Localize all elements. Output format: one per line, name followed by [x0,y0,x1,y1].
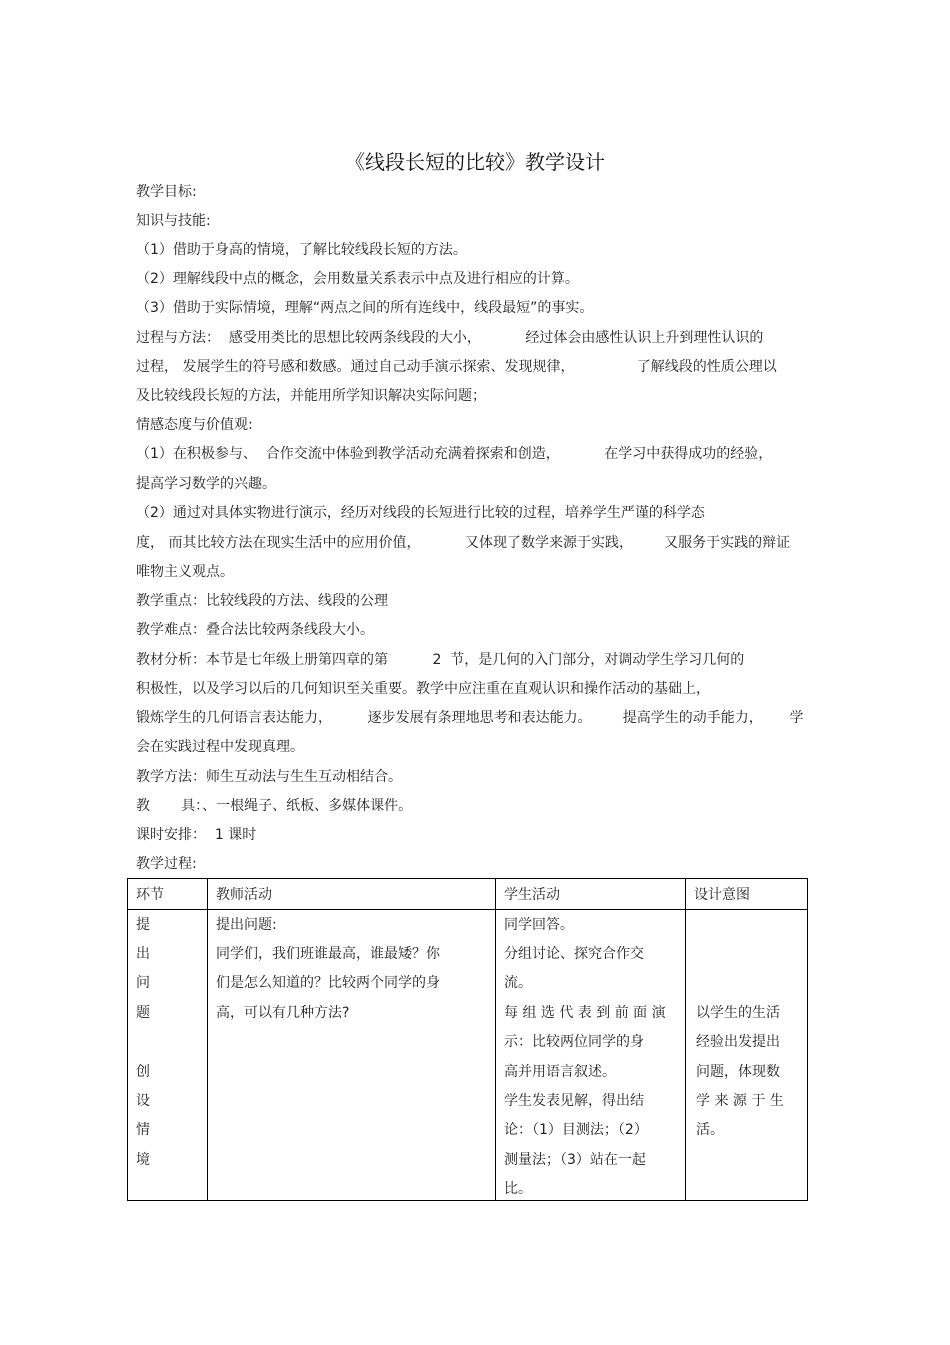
schedule-line: 课时安排： 1 课时 [136,827,257,843]
method-line: 教学方法：师生互动法与生生互动相结合。 [136,769,402,785]
subheading-knowledge: 知识与技能: [136,213,211,229]
paragraph-line: （2）理解线段中点的概念，会用数量关系表示中点及进行相应的计算。 [136,271,579,287]
paragraph-line: 教材分析：本节是七年级上册第四章的第 2 节，是几何的入门部分，对调动学生学习几何的 [136,652,745,668]
stage-char: 提 [136,917,150,933]
student-line: 论：（1）目测法；（2） [504,1122,648,1138]
stage-cell [128,910,208,1201]
paragraph-line: 及比较线段长短的方法，并能用所学知识解决实际问题； [136,388,486,404]
intent-cell [686,910,808,1201]
header-student: 学生活动 [496,879,686,910]
table-header-row [128,879,808,910]
student-line: 每 组 选 代 表 到 前 面 演 [504,1005,666,1021]
student-line: 高并用语言叙述。 [504,1064,616,1080]
paragraph-line: 唯物主义观点。 [136,564,234,580]
stage-char: 创 [136,1064,150,1080]
student-line: 测量法；（3）站在一起 [504,1152,646,1168]
paragraph-line: （1）借助于身高的情境，了解比较线段长短的方法。 [136,242,467,258]
student-line: 示：比较两位同学的身 [504,1034,644,1050]
intent-line: 问题，体现数 [696,1064,780,1080]
student-line: 流。 [504,975,532,991]
teacher-cell [208,910,496,1201]
teacher-line: 提出问题: [216,917,277,933]
tools-line: 教 具：、一根绳子、纸板、多媒体课件。 [136,798,413,814]
teacher-line: 高，可以有几种方法? [216,1005,350,1021]
paragraph-line: 锻炼学生的几何语言表达能力， 逐步发展有条理地思考和表达能力。 提高学生的动手能力， 学 [136,710,804,726]
intent-line: 以学生的生活 [696,1005,780,1021]
paragraph-line: （3）借助于实际情境，理解“两点之间的所有连线中，线段最短”的事实。 [136,300,594,316]
stage-char: 题 [136,1005,150,1021]
stage-char: 境 [136,1152,150,1168]
header-stage: 环节 [128,879,208,910]
paragraph-line: 会在实践过程中发现真理。 [136,739,304,755]
intent-line: 活。 [696,1122,724,1138]
stage-char: 问 [136,975,150,991]
intent-line: 经验出发提出 [696,1034,780,1050]
student-line: 同学回答。 [504,917,574,933]
teacher-line: 们是怎么知道的？比较两个同学的身 [216,975,440,991]
section-heading-objectives: 教学目标: [136,184,197,200]
document-title: 《线段长短的比较》教学设计 [345,150,605,174]
teacher-line: 同学们，我们班谁最高，谁最矮？你 [216,946,440,962]
subheading-attitude: 情感态度与价值观: [136,417,253,433]
paragraph-line: 过程， 发展学生的符号感和数感。通过自己动手演示探索、发现规律， 了解线段的性质公理以 [136,359,777,375]
paragraph-line: 积极性，以及学习以后的几何知识至关重要。教学中应注重在直观认识和操作活动的基础上， [136,681,710,697]
paragraph-line: 度， 而其比较方法在现实生活中的应用价值， 又体现了数学来源于实践， 又服务于实践的辩证 [136,535,791,551]
student-line: 学生发表见解，得出结 [504,1093,644,1109]
process-table [127,878,808,1201]
key-point-line: 教学重点：比较线段的方法、线段的公理 [136,593,388,609]
student-line: 分组讨论、探究合作交 [504,946,644,962]
header-intent: 设计意图 [686,879,808,910]
paragraph-line: 提高学习数学的兴趣。 [136,476,276,492]
intent-line: 学 来 源 于 生 [696,1093,784,1109]
table-row [128,910,808,1201]
difficulty-line: 教学难点：叠合法比较两条线段大小。 [136,622,374,638]
student-line: 比。 [504,1181,532,1197]
header-teacher: 教师活动 [208,879,496,910]
process-heading: 教学过程: [136,856,197,872]
stage-char: 情 [136,1122,150,1138]
stage-char: 设 [136,1093,150,1109]
paragraph-line: 过程与方法： 感受用类比的思想比较两条线段的大小， 经过体会由感性认识上升到理性认识的 [136,330,764,346]
student-cell [496,910,686,1201]
paragraph-line: （2）通过对具体实物进行演示，经历对线段的长短进行比较的过程，培养学生严谨的科学态 [136,505,705,521]
paragraph-line: （1）在积极参与、 合作交流中体验到教学活动充满着探索和创造， 在学习中获得成功的经验， [136,446,773,462]
stage-char: 出 [136,946,150,962]
